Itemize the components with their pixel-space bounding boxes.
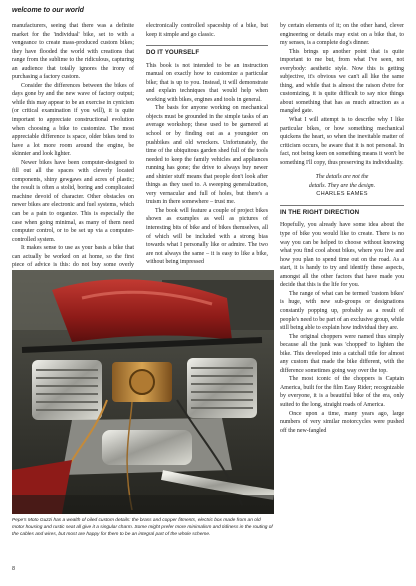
text-column-3: [280, 22, 404, 435]
motorcycle-engine-photo: [12, 270, 274, 514]
paragraph: The most iconic of the choppers is Captain America, built for the film Easy Rider; recognizable by everyone, it is a beautiful bike of the era, only suited to the long, straight roads of America.: [280, 376, 404, 408]
paragraph: This brings up another point that is quite important to me but, from what I've seen, not everybody: aesthetic style. Now this is getting subjective, it's obvious we can't all like the same thing, and while that is almost the raison d'etre for customizing, it is quite difficult to say nice things about something that has as much attraction as a mangled gate.: [280, 48, 404, 115]
section-heading: DO IT YOURSELF: [146, 45, 268, 58]
paragraph: manufacturers, seeing that there was a definite market for the 'individual' bike, set to with a vengeance to create mass-produced custom bikes; they have flooded the world with creations that range from the sublime to the ridiculous, capturing an audience that totally ignores the irony of purchasing a factory custom.: [12, 23, 134, 81]
paragraph: Once upon a time, many years ago, large numbers of very similar motorcycles were pushed off the new-fangled: [280, 410, 404, 434]
quote-author: CHARLES EAMES: [316, 191, 368, 198]
quote-line: details. They are the design.: [308, 182, 376, 189]
paragraph: The range of what can be termed 'custom bikes' is huge, with new sub-groups or designations constantly popping up, probably as a result of people's need to be part of an exclusive group, while still being able to explain how individual they are.: [280, 290, 404, 332]
text-column-2: [146, 22, 268, 267]
paragraph: by certain elements of it; on the other hand, clever engineering or details may exist on a bike that, to my senses, is a complete dog's dinner.: [280, 23, 404, 47]
paragraph: Newer bikes have been computer-designed to fill out all the spaces with cleverly located components, shiny gewgaws and acres of plastic; the result is often a stolid, boring and complicated machine devoid of character. Other obstacles on newer bikes are electronic and fuel systems, which can be a pain to organize. This is especially the case when going minimal, as many of them need computer control, or to be set up via a computer-controlled system.: [12, 159, 134, 243]
paragraph: The basis for anyone working on mechanical objects must be grounded in the simple tasks of an average workshop; these used to be garnered at school or by finding out as a youngster on pushbikes and old wreckers. Unfortunately, the time of the ubiquitous garden shed full of the tools needed to keep the family vehicles and appliances running has gone; the drive to always buy newer and shinier stuff means that people don't look after things as they used to. A sweeping generalization, very vernacular and full of holes, but there's a truism in there somewhere – trust me.: [146, 105, 268, 206]
paragraph: The original choppers were named thus simply because all the junk was 'chopped' to lighten the bike. This developed into a catchall title for almost any custom that made the bike different, with the difference sometimes going way over the top.: [280, 333, 404, 374]
quote-line: The details are not the: [315, 174, 369, 181]
running-header: welcome to our world: [12, 7, 84, 14]
pull-quote: [280, 173, 404, 199]
paragraph: electronically controlled spaceship of a bike, but keep it simple and go classic.: [146, 23, 268, 38]
paragraph: What I will attempt is to describe why I like particular bikes, or how something mechanical quickens the heart, so when the inevitable matter of criticism occurs, be aware that it is not personal. In fact, not being keen on something means it won't be something I'll copy, thus preserving its individuality.: [280, 117, 404, 166]
text-column-1: [12, 22, 134, 278]
paragraph: Hopefully, you already have some idea about the type of bike you would like to create. There is no way you can be helped to choose without knowing what you find cool about bikes, where you live and how you plan to spend time out on the road. As a start, it is handy to try and identify these aspects, amongst all the other factors that have made you decide that this is the life for you.: [280, 222, 404, 289]
paragraph: It makes sense to use as your basis a bike that can actually be worked on at home, so the first piece of advice is this: do not buy some overly: [12, 245, 134, 269]
page-number: 8: [12, 566, 16, 572]
section-heading: IN THE RIGHT DIRECTION: [280, 205, 404, 218]
photo-illustration: [12, 270, 274, 514]
paragraph: This book is not intended to be an instruction manual on exactly how to customize a particular bike; that is up to you. Instead, it will demonstrate and explain techniques that would help when working with bikes, engines and tools in general.: [146, 62, 268, 103]
photo-caption: Pepe's Moto Guzzi has a wealth of oiled custom details: the brass and copper fitments, electric box made from an old motor housing and rustic seat all give it a singular charm. Some might prefer more minimalism and tidiness in the routing of the cables and wires, but most are happy for them to be an integral part of the whole scheme.: [12, 518, 273, 537]
paragraph: The book will feature a couple of project bikes shown as examples as well as pictures of interesting bits of bike and of bikes themselves, all of which will be included with a strong bias towards what I personally like or admire. The two are not always the same – it is easy to like a bike, without being impressed: [146, 207, 268, 266]
paragraph: Consider the differences between the bikes of days gone by and the new wave of factory output; while this may appear to be an exercise in cynicism (or critical examination if you will), it is quite important to appreciate constructional evolution when choosing a bike to customize. The most appreciable difference is space, older bikes tend to have a lot more room around the engine, be skinnier and look lighter.: [12, 82, 134, 158]
